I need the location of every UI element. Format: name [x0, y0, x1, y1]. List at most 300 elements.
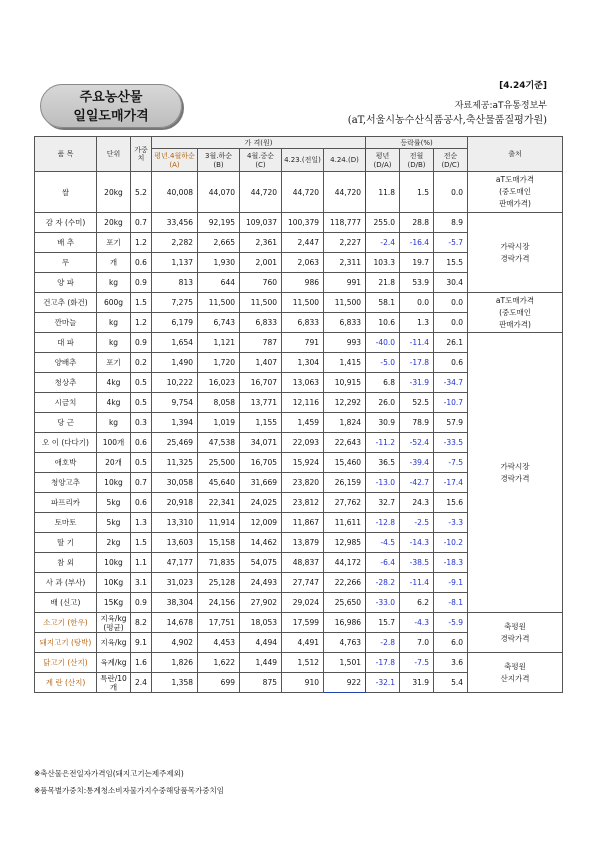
header-rate-2: 전월(D/B): [400, 149, 434, 172]
item-name: 양배추: [35, 353, 97, 373]
date-label: [4.24기준]: [499, 81, 547, 91]
cell-d: 44,720: [324, 172, 366, 213]
weight-cell: 1.2: [131, 233, 152, 253]
weight-cell: 0.3: [131, 413, 152, 433]
table-row: [35, 653, 563, 673]
weight-cell: 0.9: [131, 333, 152, 353]
weight-cell: 0.6: [131, 493, 152, 513]
cell-r1: 26.0: [366, 393, 400, 413]
item-name: 돼지고기 (탕박): [35, 633, 97, 653]
cell-prev: 4,491: [282, 633, 324, 653]
cell-prev: 11,867: [282, 513, 324, 533]
cell-b: 17,751: [198, 613, 240, 633]
cell-prev: 100,379: [282, 213, 324, 233]
cell-a: 1,394: [152, 413, 198, 433]
cell-d: 10,915: [324, 373, 366, 393]
cell-a: 31,023: [152, 573, 198, 593]
cell-r2: -11.4: [400, 333, 434, 353]
header-price-b: 3월.하순(B): [198, 149, 240, 172]
cell-c: 1,449: [240, 653, 282, 673]
table-row: [35, 213, 563, 233]
unit-cell: 10kg: [97, 473, 131, 493]
weight-cell: 0.9: [131, 593, 152, 613]
cell-a: 47,177: [152, 553, 198, 573]
cell-c: 109,037: [240, 213, 282, 233]
header-source: 출처: [468, 137, 563, 172]
cell-d: 922: [324, 673, 366, 693]
cell-a: 4,902: [152, 633, 198, 653]
cell-r2: -7.5: [400, 653, 434, 673]
source-line: 산지가격: [500, 673, 530, 683]
cell-d: 993: [324, 333, 366, 353]
cell-d: 6,833: [324, 313, 366, 333]
unit-cell: 20개: [97, 453, 131, 473]
source-line: aT도매가격: [495, 295, 535, 305]
cell-r3: -18.3: [434, 553, 468, 573]
unit-cell: 특란/10개: [97, 673, 131, 693]
cell-d: 4,763: [324, 633, 366, 653]
cell-r1: -33.0: [366, 593, 400, 613]
cell-prev: 791: [282, 333, 324, 353]
cell-r2: 52.5: [400, 393, 434, 413]
unit-cell: 지육/kg: [97, 633, 131, 653]
cell-d: 11,500: [324, 293, 366, 313]
cell-prev: 1,304: [282, 353, 324, 373]
cell-r2: 1.3: [400, 313, 434, 333]
cell-r3: -10.7: [434, 393, 468, 413]
cell-d: 118,777: [324, 213, 366, 233]
header-price-prev: 4.23.(전일): [282, 149, 324, 172]
unit-cell: kg: [97, 333, 131, 353]
weight-cell: 0.2: [131, 353, 152, 373]
item-name: 닭고기 (산지): [35, 653, 97, 673]
cell-r3: 3.6: [434, 653, 468, 673]
cell-a: 25,469: [152, 433, 198, 453]
cell-d: 15,460: [324, 453, 366, 473]
source-cell: [468, 613, 563, 653]
unit-cell: 4kg: [97, 373, 131, 393]
item-name: 계 란 (산지): [35, 673, 97, 693]
cell-prev: 1,512: [282, 653, 324, 673]
weight-cell: 0.6: [131, 253, 152, 273]
source-cell: [468, 213, 563, 293]
cell-c: 1,155: [240, 413, 282, 433]
cell-d: 991: [324, 273, 366, 293]
source-line2: (aT,서울시농수산식품공사,축산물품질평가원): [347, 115, 547, 126]
cell-c: 54,075: [240, 553, 282, 573]
header-unit: 단위: [97, 137, 131, 172]
item-name: 대 파: [35, 333, 97, 353]
cell-r2: -17.8: [400, 353, 434, 373]
cell-prev: 13,879: [282, 533, 324, 553]
cell-r2: -4.3: [400, 613, 434, 633]
cell-r1: -5.0: [366, 353, 400, 373]
cell-a: 33,456: [152, 213, 198, 233]
cell-r1: 58.1: [366, 293, 400, 313]
cell-r2: 28.8: [400, 213, 434, 233]
source-line: 가락시장: [500, 241, 530, 251]
cell-d: 11,611: [324, 513, 366, 533]
cell-b: 25,500: [198, 453, 240, 473]
cell-a: 30,058: [152, 473, 198, 493]
table-row: [35, 293, 563, 313]
cell-b: 16,023: [198, 373, 240, 393]
weight-cell: 1.3: [131, 513, 152, 533]
cell-a: 9,754: [152, 393, 198, 413]
item-name: 감 자 (수미): [35, 213, 97, 233]
item-name: 양 파: [35, 273, 97, 293]
cell-prev: 1,459: [282, 413, 324, 433]
unit-cell: 포기: [97, 233, 131, 253]
cell-r2: 78.9: [400, 413, 434, 433]
cell-b: 11,500: [198, 293, 240, 313]
item-name: 무: [35, 253, 97, 273]
cell-d: 2,311: [324, 253, 366, 273]
item-name: 깐마늘: [35, 313, 97, 333]
source-cell: [468, 653, 563, 693]
weight-cell: 0.5: [131, 453, 152, 473]
unit-cell: 10Kg: [97, 573, 131, 593]
source-cell: [468, 293, 563, 333]
header-rate-group: 등락률(%): [366, 137, 468, 149]
cell-r3: 6.0: [434, 633, 468, 653]
cell-r1: 103.3: [366, 253, 400, 273]
source-line: (중도매인: [499, 187, 531, 196]
cell-d: 2,227: [324, 233, 366, 253]
unit-cell: kg: [97, 273, 131, 293]
header-price-a: 평년.4월하순(A): [152, 149, 198, 172]
cell-r3: -17.4: [434, 473, 468, 493]
item-name: 사 과 (부사): [35, 573, 97, 593]
cell-r2: -11.4: [400, 573, 434, 593]
cell-r3: 0.0: [434, 313, 468, 333]
cell-r2: 24.3: [400, 493, 434, 513]
cell-a: 1,137: [152, 253, 198, 273]
cell-b: 11,914: [198, 513, 240, 533]
cell-c: 760: [240, 273, 282, 293]
cell-a: 1,358: [152, 673, 198, 693]
header-rate-3: 전순(D/C): [434, 149, 468, 172]
cell-d: 12,985: [324, 533, 366, 553]
weight-cell: 1.5: [131, 533, 152, 553]
cell-b: 1,720: [198, 353, 240, 373]
cell-c: 2,361: [240, 233, 282, 253]
cell-b: 699: [198, 673, 240, 693]
cell-r2: -2.5: [400, 513, 434, 533]
cell-r2: 1.5: [400, 172, 434, 213]
cell-b: 24,156: [198, 593, 240, 613]
cell-prev: 22,093: [282, 433, 324, 453]
cell-a: 813: [152, 273, 198, 293]
cell-r2: -52.4: [400, 433, 434, 453]
unit-cell: 5kg: [97, 493, 131, 513]
cell-c: 44,720: [240, 172, 282, 213]
cell-a: 1,654: [152, 333, 198, 353]
cell-a: 7,275: [152, 293, 198, 313]
cell-r1: 6.8: [366, 373, 400, 393]
note-2: ※품목별가중치:통계청소비자물가지수중해당품목가중치임: [34, 786, 224, 795]
cell-c: 14,462: [240, 533, 282, 553]
source-line: 축평원: [504, 621, 526, 631]
item-name: 소고기 (한우): [35, 613, 97, 633]
cell-r2: 53.9: [400, 273, 434, 293]
unit-cell: 개: [97, 253, 131, 273]
cell-c: 24,493: [240, 573, 282, 593]
title-line2: 일일도매가격: [73, 109, 149, 124]
cell-d: 25,650: [324, 593, 366, 613]
weight-cell: 0.6: [131, 433, 152, 453]
item-name: 당 근: [35, 413, 97, 433]
cell-r1: 255.0: [366, 213, 400, 233]
cell-a: 14,678: [152, 613, 198, 633]
cell-prev: 15,924: [282, 453, 324, 473]
weight-cell: 0.5: [131, 393, 152, 413]
cell-a: 1,490: [152, 353, 198, 373]
cell-prev: 2,447: [282, 233, 324, 253]
cell-b: 2,665: [198, 233, 240, 253]
cell-r1: -6.4: [366, 553, 400, 573]
header-item: 품 목: [35, 137, 97, 172]
cell-r1: -11.2: [366, 433, 400, 453]
item-name: 토마토: [35, 513, 97, 533]
cell-c: 4,494: [240, 633, 282, 653]
cell-r3: 30.4: [434, 273, 468, 293]
cell-r3: 57.9: [434, 413, 468, 433]
item-name: 시금치: [35, 393, 97, 413]
cell-b: 92,195: [198, 213, 240, 233]
cell-r3: 5.4: [434, 673, 468, 693]
cell-r1: -4.5: [366, 533, 400, 553]
cell-a: 10,222: [152, 373, 198, 393]
cell-r3: 0.0: [434, 172, 468, 213]
cell-a: 13,603: [152, 533, 198, 553]
cell-prev: 29,024: [282, 593, 324, 613]
cell-r2: -31.9: [400, 373, 434, 393]
cell-prev: 23,820: [282, 473, 324, 493]
table-row: [35, 613, 563, 633]
cell-d: 1,501: [324, 653, 366, 673]
header-rate-1: 평년(D/A): [366, 149, 400, 172]
weight-cell: 5.2: [131, 172, 152, 213]
cell-a: 20,918: [152, 493, 198, 513]
item-name: 파프리카: [35, 493, 97, 513]
source-line: 경락가격: [500, 473, 530, 483]
source-line: 판매가격): [499, 199, 531, 208]
cell-a: 40,008: [152, 172, 198, 213]
cell-c: 18,053: [240, 613, 282, 633]
cell-prev: 12,116: [282, 393, 324, 413]
unit-cell: kg: [97, 313, 131, 333]
unit-cell: 20kg: [97, 213, 131, 233]
note-1: ※축산물은전일자가격임(돼지고기는제주제외): [34, 769, 184, 778]
cell-r2: 19.7: [400, 253, 434, 273]
unit-cell: 15Kg: [97, 593, 131, 613]
cell-prev: 11,500: [282, 293, 324, 313]
cell-r3: -33.5: [434, 433, 468, 453]
header-price-group: 가 격(원): [152, 137, 366, 149]
cell-r3: -3.3: [434, 513, 468, 533]
cell-prev: 44,720: [282, 172, 324, 213]
cell-b: 8,058: [198, 393, 240, 413]
cell-b: 1,930: [198, 253, 240, 273]
source-line: 판매가격): [499, 319, 531, 329]
weight-cell: 0.7: [131, 473, 152, 493]
cell-d: 1,824: [324, 413, 366, 433]
cell-r1: -28.2: [366, 573, 400, 593]
cell-a: 1,826: [152, 653, 198, 673]
weight-cell: 1.1: [131, 553, 152, 573]
cell-r3: -8.1: [434, 593, 468, 613]
item-name: 건고추 (화건): [35, 293, 97, 313]
weight-cell: 3.1: [131, 573, 152, 593]
item-name: 청양고추: [35, 473, 97, 493]
unit-cell: 포기: [97, 353, 131, 373]
source-line: 경락가격: [500, 253, 530, 263]
weight-cell: 8.2: [131, 613, 152, 633]
table-row: [35, 333, 563, 353]
cell-r1: 11.8: [366, 172, 400, 213]
cell-c: 24,025: [240, 493, 282, 513]
item-name: 쌀: [35, 172, 97, 213]
cell-b: 6,743: [198, 313, 240, 333]
title-box: [40, 84, 182, 128]
source-cell: [468, 333, 563, 613]
cell-d: 44,172: [324, 553, 366, 573]
unit-cell: 2kg: [97, 533, 131, 553]
cell-b: 25,128: [198, 573, 240, 593]
unit-cell: 지육/kg (평균): [97, 613, 131, 633]
header-price-c: 4월.중순(C): [240, 149, 282, 172]
cell-a: 13,310: [152, 513, 198, 533]
cell-r3: 0.0: [434, 293, 468, 313]
weight-cell: 0.5: [131, 373, 152, 393]
cell-r1: 10.6: [366, 313, 400, 333]
cell-d: 16,986: [324, 613, 366, 633]
weight-cell: 9.1: [131, 633, 152, 653]
cell-c: 6,833: [240, 313, 282, 333]
cell-d: 26,159: [324, 473, 366, 493]
cell-c: 16,705: [240, 453, 282, 473]
unit-cell: 10kg: [97, 553, 131, 573]
cell-c: 787: [240, 333, 282, 353]
cell-b: 45,640: [198, 473, 240, 493]
cell-r1: 36.5: [366, 453, 400, 473]
unit-cell: kg: [97, 413, 131, 433]
item-name: 배 (신고): [35, 593, 97, 613]
cell-c: 13,771: [240, 393, 282, 413]
source-cell: [468, 172, 563, 213]
cell-b: 644: [198, 273, 240, 293]
cell-prev: 17,599: [282, 613, 324, 633]
cell-r1: 21.8: [366, 273, 400, 293]
item-name: 참 외: [35, 553, 97, 573]
unit-cell: 4kg: [97, 393, 131, 413]
cell-c: 11,500: [240, 293, 282, 313]
cell-c: 27,902: [240, 593, 282, 613]
cell-r3: -10.2: [434, 533, 468, 553]
cell-a: 6,179: [152, 313, 198, 333]
unit-cell: 5kg: [97, 513, 131, 533]
cell-r3: -7.5: [434, 453, 468, 473]
cell-prev: 910: [282, 673, 324, 693]
cell-prev: 2,063: [282, 253, 324, 273]
cell-r2: -16.4: [400, 233, 434, 253]
weight-cell: 1.5: [131, 293, 152, 313]
item-name: 오 이 (다다기): [35, 433, 97, 453]
item-name: 딸 기: [35, 533, 97, 553]
cell-b: 15,158: [198, 533, 240, 553]
cell-c: 12,009: [240, 513, 282, 533]
cell-r3: -5.7: [434, 233, 468, 253]
price-table: [34, 136, 563, 693]
cell-r2: -42.7: [400, 473, 434, 493]
cell-d: 1,415: [324, 353, 366, 373]
cell-r2: -39.4: [400, 453, 434, 473]
header-price-d: 4.24.(D): [324, 149, 366, 172]
cell-c: 1,407: [240, 353, 282, 373]
cell-r3: -34.7: [434, 373, 468, 393]
cell-r2: 31.9: [400, 673, 434, 693]
title-line1: 주요농산물: [79, 90, 143, 105]
item-name: 청상추: [35, 373, 97, 393]
cell-r3: 26.1: [434, 333, 468, 353]
cell-d: 22,266: [324, 573, 366, 593]
cell-c: 34,071: [240, 433, 282, 453]
cell-r2: 6.2: [400, 593, 434, 613]
cell-r2: 0.0: [400, 293, 434, 313]
cell-prev: 23,812: [282, 493, 324, 513]
cell-r1: -17.8: [366, 653, 400, 673]
cell-r1: -2.8: [366, 633, 400, 653]
weight-cell: 1.2: [131, 313, 152, 333]
cell-b: 1,121: [198, 333, 240, 353]
unit-cell: 육계/kg: [97, 653, 131, 673]
source-line: 경락가격: [500, 633, 530, 643]
source-line: aT도매가격: [495, 175, 535, 184]
table-row: [35, 172, 563, 213]
cell-d: 22,643: [324, 433, 366, 453]
source-line: 가락시장: [500, 461, 530, 471]
cell-d: 12,292: [324, 393, 366, 413]
cell-r1: 32.7: [366, 493, 400, 513]
cell-r3: -5.9: [434, 613, 468, 633]
unit-cell: 600g: [97, 293, 131, 313]
cell-r1: -12.8: [366, 513, 400, 533]
source-line: (중도매인: [499, 307, 531, 317]
cell-prev: 48,837: [282, 553, 324, 573]
weight-cell: 2.4: [131, 673, 152, 693]
cell-r3: 0.6: [434, 353, 468, 373]
cell-r3: 15.5: [434, 253, 468, 273]
unit-cell: 100개: [97, 433, 131, 453]
item-name: 애호박: [35, 453, 97, 473]
cell-r1: -32.1: [366, 673, 400, 693]
cell-r2: -38.5: [400, 553, 434, 573]
cell-r3: 15.6: [434, 493, 468, 513]
notes: [34, 765, 224, 799]
cell-prev: 27,747: [282, 573, 324, 593]
cell-d: 27,762: [324, 493, 366, 513]
source-line: 축평원: [504, 661, 526, 671]
cell-a: 2,282: [152, 233, 198, 253]
item-name: 배 추: [35, 233, 97, 253]
cell-r3: 8.9: [434, 213, 468, 233]
cell-a: 38,304: [152, 593, 198, 613]
cell-r1: 15.7: [366, 613, 400, 633]
cell-r2: 7.0: [400, 633, 434, 653]
cell-r3: -9.1: [434, 573, 468, 593]
price-table-body: [35, 172, 563, 693]
